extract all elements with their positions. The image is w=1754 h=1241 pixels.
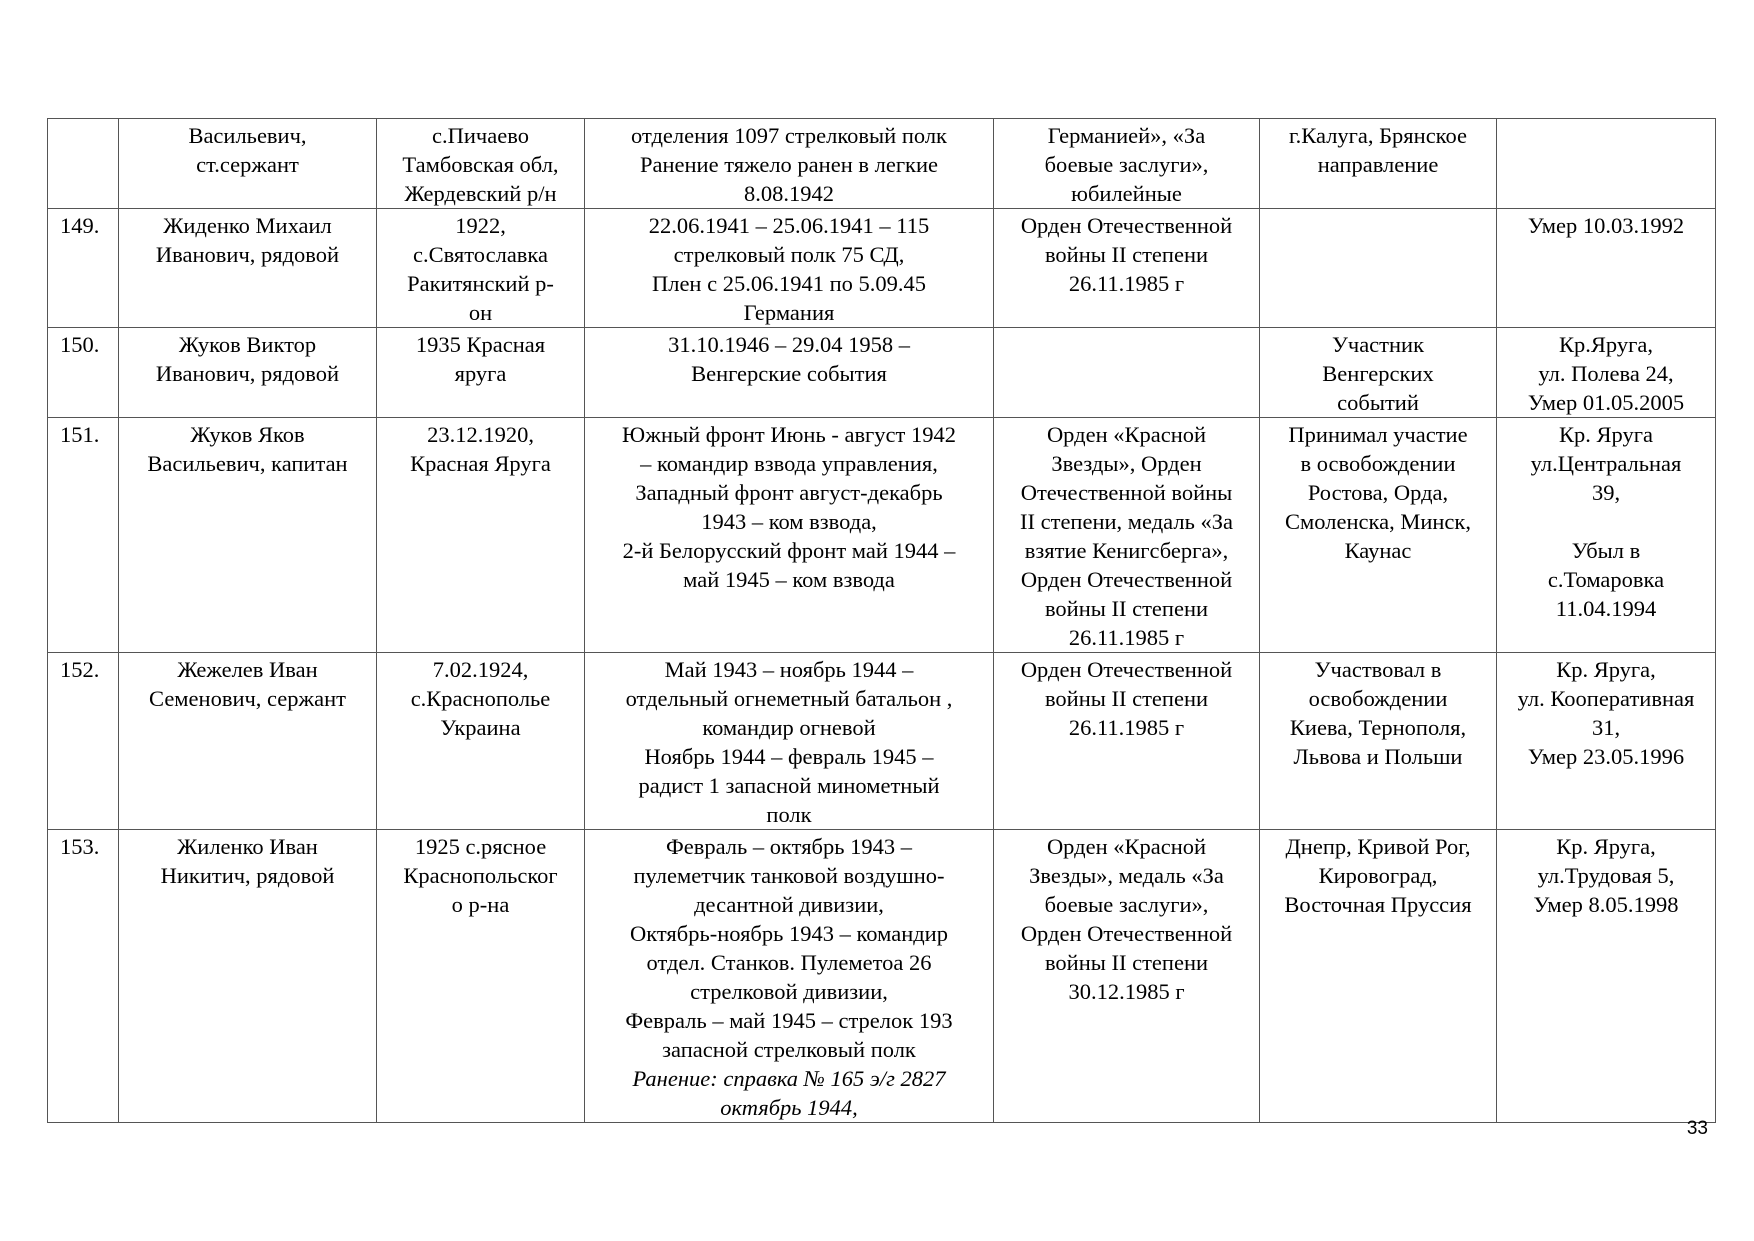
notes-cell: Кр. Яруга ул.Центральная 39, Убыл в с.Томаровка 11.04.1994 xyxy=(1497,418,1716,653)
battles-cell: Днепр, Кривой Рог, Кировоград, Восточная Пруссия xyxy=(1260,830,1497,1123)
notes-cell: Кр. Яруга, ул.Трудовая 5, Умер 8.05.1998 xyxy=(1497,830,1716,1123)
service-cell xyxy=(585,328,994,418)
awards-cell: Орден «Красной Звезды», Орден Отечественной войны II степени, медаль «За взятие Кенигсберга», Орден Отечественной войны II степени 26.11.1985 г xyxy=(994,418,1260,653)
name-rank-cell: Жуков Яков Васильевич, капитан xyxy=(119,418,377,653)
awards-cell: Орден Отечественной войны II степени 26.11.1985 г xyxy=(994,209,1260,328)
birth-cell: 23.12.1920, Красная Яруга xyxy=(377,418,585,653)
table-row xyxy=(48,209,1716,328)
page-number: 33 xyxy=(1686,1118,1708,1139)
battles-cell xyxy=(1260,209,1497,328)
awards-cell: Орден «Красной Звезды», медаль «За боевые заслуги», Орден Отечественной войны II степени 30.12.1985 г xyxy=(994,830,1260,1123)
row-number: 150. xyxy=(48,328,119,418)
birth-cell: 1935 Красная яруга xyxy=(377,328,585,418)
battles-cell: Принимал участие в освобождении Ростова, Орда, Смоленска, Минск, Каунас xyxy=(1260,418,1497,653)
name-rank-cell: Жежелев Иван Семенович, сержант xyxy=(119,653,377,830)
notes-cell: Кр.Яруга, ул. Полева 24, Умер 01.05.2005 xyxy=(1497,328,1716,418)
row-number: 152. xyxy=(48,653,119,830)
row-number xyxy=(48,119,119,209)
notes-cell: Умер 10.03.1992 xyxy=(1497,209,1716,328)
birth-cell: 7.02.1924, с.Краснополье Украина xyxy=(377,653,585,830)
service-cell xyxy=(585,653,994,830)
service-cell xyxy=(585,119,994,209)
veterans-table xyxy=(47,118,1716,1123)
table-row xyxy=(48,418,1716,653)
service-cell xyxy=(585,418,994,653)
service-cell xyxy=(585,209,994,328)
table-row xyxy=(48,119,1716,209)
awards-cell: Орден Отечественной войны II степени 26.11.1985 г xyxy=(994,653,1260,830)
service-text: Февраль – октябрь 1943 – пулеметчик танковой воздушно- десантной дивизии, Октябрь-ноябрь 1943 – командир отдел. Станков. Пулеметоа 26 стрелковой дивизии, Февраль – май 1945 – стрелок 193 запасной стрелковый полк xyxy=(625,834,953,1062)
table-row xyxy=(48,328,1716,418)
notes-cell: Кр. Яруга, ул. Кооперативная 31, Умер 23.05.1996 xyxy=(1497,653,1716,830)
document-page xyxy=(47,118,1715,1123)
battles-cell: Участвовал в освобождении Киева, Тернополя, Львова и Польши xyxy=(1260,653,1497,830)
battles-cell: Участник Венгерских событий xyxy=(1260,328,1497,418)
name-rank-cell: Жиденко Михаил Иванович, рядовой xyxy=(119,209,377,328)
birth-cell: с.Пичаево Тамбовская обл, Жердевский р/н xyxy=(377,119,585,209)
birth-cell: 1925 с.рясное Краснопольског о р-на xyxy=(377,830,585,1123)
name-rank-cell: Васильевич, ст.сержант xyxy=(119,119,377,209)
service-text: 31.10.1946 – 29.04 1958 – Венгерские события xyxy=(668,332,910,386)
row-number: 149. xyxy=(48,209,119,328)
battles-cell: г.Калуга, Брянское направление xyxy=(1260,119,1497,209)
service-cell xyxy=(585,830,994,1123)
row-number: 151. xyxy=(48,418,119,653)
name-rank-cell: Жуков Виктор Иванович, рядовой xyxy=(119,328,377,418)
service-text: 22.06.1941 – 25.06.1941 – 115 стрелковый полк 75 СД, Плен с 25.06.1941 по 5.09.45 Германия xyxy=(648,213,930,325)
awards-cell xyxy=(994,328,1260,418)
awards-cell: Германией», «За боевые заслуги», юбилейные xyxy=(994,119,1260,209)
name-rank-cell: Жиленко Иван Никитич, рядовой xyxy=(119,830,377,1123)
birth-cell: 1922, с.Святославка Ракитянский р- он xyxy=(377,209,585,328)
wound-note: Ранение: справка № 165 э/г 2827 октябрь 1944, xyxy=(632,1066,946,1120)
table-row xyxy=(48,830,1716,1123)
service-text: отделения 1097 стрелковый полк Ранение тяжело ранен в легкие 8.08.1942 xyxy=(631,123,947,206)
service-text: Южный фронт Июнь - август 1942 – командир взвода управления, Западный фронт август-декабрь 1943 – ком взвода, 2-й Белорусский фронт май 1944 – май 1945 – ком взвода xyxy=(622,422,956,592)
table-row xyxy=(48,653,1716,830)
notes-cell xyxy=(1497,119,1716,209)
service-text: Май 1943 – ноябрь 1944 – отдельный огнеметный батальон , командир огневой Ноябрь 1944 – февраль 1945 – радист 1 запасной минометный полк xyxy=(625,657,953,827)
row-number: 153. xyxy=(48,830,119,1123)
